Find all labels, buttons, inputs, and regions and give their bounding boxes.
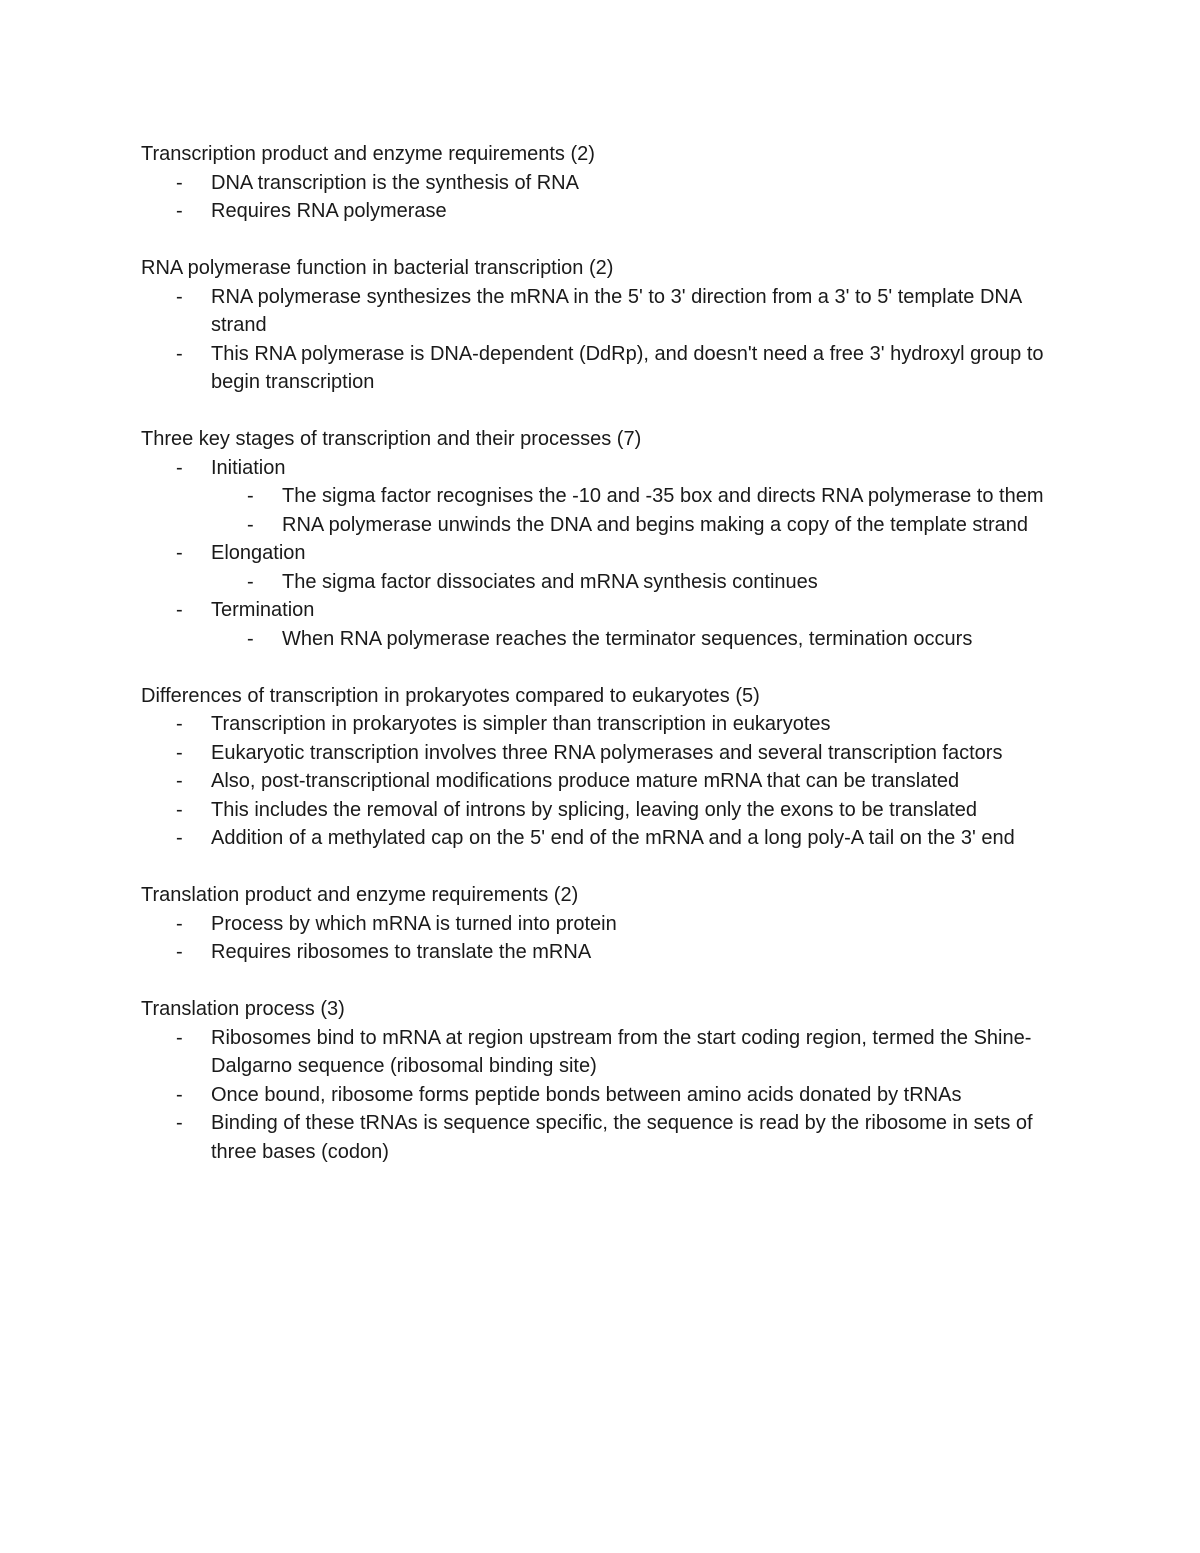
bullet-text: When RNA polymerase reaches the terminator sequences, termination occurs [282, 627, 973, 650]
sub-bullet-item [141, 482, 1061, 511]
bullet-list [141, 454, 1061, 654]
bullet-item [141, 739, 1061, 768]
bullet-item [141, 910, 1061, 939]
dash-bullet-icon: - [176, 912, 183, 935]
note-section [141, 995, 1061, 1166]
bullet-item [141, 197, 1061, 226]
bullet-text: Addition of a methylated cap on the 5' end of the mRNA and a long poly-A tail on the 3' end [211, 827, 1015, 849]
bullet-list [141, 1024, 1061, 1167]
sub-bullet-item [141, 625, 1061, 654]
bullet-text: Transcription in prokaryotes is simpler than transcription in eukaryotes [211, 713, 831, 735]
bullet-item [141, 796, 1061, 825]
note-section [141, 682, 1061, 853]
bullet-text: The sigma factor dissociates and mRNA synthesis continues [282, 570, 818, 593]
bullet-text: Initiation [211, 456, 286, 479]
dash-bullet-icon: - [176, 1026, 183, 1049]
dash-bullet-icon: - [176, 770, 183, 792]
bullet-list [141, 710, 1061, 853]
dash-bullet-icon: - [247, 513, 254, 536]
section-heading: Three key stages of transcription and their processes (7) [141, 428, 642, 450]
bullet-text: Ribosomes bind to mRNA at region upstream from the start coding region, termed the Shine-Dalgarno sequence (ribosomal binding site) [211, 1026, 1032, 1077]
dash-bullet-icon: - [176, 1083, 183, 1106]
section-heading: Translation process (3) [141, 998, 345, 1020]
document-body [141, 140, 1061, 1195]
bullet-item [141, 1081, 1061, 1110]
dash-bullet-icon: - [247, 570, 254, 593]
dash-bullet-icon: - [176, 599, 183, 621]
bullet-item [141, 824, 1061, 853]
bullet-item [141, 539, 1061, 568]
bullet-item [141, 596, 1061, 625]
dash-bullet-icon: - [176, 456, 183, 479]
section-heading: Differences of transcription in prokaryotes compared to eukaryotes (5) [141, 684, 760, 707]
bullet-text: Elongation [211, 542, 306, 564]
dash-bullet-icon: - [176, 342, 183, 365]
bullet-item [141, 938, 1061, 967]
bullet-item [141, 710, 1061, 739]
bullet-text: Once bound, ribosome forms peptide bonds between amino acids donated by tRNAs [211, 1083, 962, 1106]
note-section [141, 254, 1061, 397]
bullet-text: Eukaryotic transcription involves three RNA polymerases and several transcription factors [211, 741, 1003, 764]
note-section [141, 140, 1061, 226]
bullet-item [141, 283, 1061, 340]
dash-bullet-icon: - [176, 713, 183, 735]
dash-bullet-icon: - [176, 1112, 183, 1134]
note-section [141, 881, 1061, 967]
bullet-text: The sigma factor recognises the -10 and -35 box and directs RNA polymerase to them [282, 485, 1044, 507]
sub-bullet-item [141, 568, 1061, 597]
bullet-list [141, 283, 1061, 397]
dash-bullet-icon: - [176, 285, 183, 308]
bullet-text: This includes the removal of introns by splicing, leaving only the exons to be translated [211, 798, 977, 821]
bullet-text: Requires RNA polymerase [211, 200, 447, 222]
bullet-text: This RNA polymerase is DNA-dependent (DdRp), and doesn't need a free 3' hydroxyl group to begin transcription [211, 342, 1044, 393]
sub-bullet-item [141, 511, 1061, 540]
dash-bullet-icon: - [176, 798, 183, 821]
bullet-text: Termination [211, 599, 315, 621]
bullet-text: Process by which mRNA is turned into protein [211, 912, 617, 935]
bullet-list [141, 910, 1061, 967]
dash-bullet-icon: - [176, 200, 183, 222]
dash-bullet-icon: - [176, 827, 183, 849]
dash-bullet-icon: - [247, 485, 254, 507]
bullet-item [141, 1109, 1061, 1166]
bullet-text: RNA polymerase synthesizes the mRNA in the 5' to 3' direction from a 3' to 5' template DNA strand [211, 285, 1022, 336]
dash-bullet-icon: - [176, 542, 183, 564]
bullet-item [141, 169, 1061, 198]
bullet-list [141, 169, 1061, 226]
bullet-text: Requires ribosomes to translate the mRNA [211, 941, 592, 963]
dash-bullet-icon: - [176, 941, 183, 963]
section-heading: Translation product and enzyme requirements (2) [141, 884, 579, 906]
dash-bullet-icon: - [176, 171, 183, 194]
bullet-text: Binding of these tRNAs is sequence specific, the sequence is read by the ribosome in sets of three bases (codon) [211, 1112, 1033, 1163]
section-heading: Transcription product and enzyme requirements (2) [141, 143, 595, 165]
bullet-item [141, 454, 1061, 483]
note-section [141, 425, 1061, 653]
section-heading: RNA polymerase function in bacterial transcription (2) [141, 257, 614, 279]
bullet-item [141, 340, 1061, 397]
dash-bullet-icon: - [176, 741, 183, 764]
bullet-text: Also, post-transcriptional modifications produce mature mRNA that can be translated [211, 770, 960, 792]
dash-bullet-icon: - [247, 627, 254, 650]
bullet-item [141, 767, 1061, 796]
bullet-item [141, 1024, 1061, 1081]
bullet-text: DNA transcription is the synthesis of RNA [211, 171, 579, 194]
bullet-text: RNA polymerase unwinds the DNA and begins making a copy of the template strand [282, 513, 1028, 536]
